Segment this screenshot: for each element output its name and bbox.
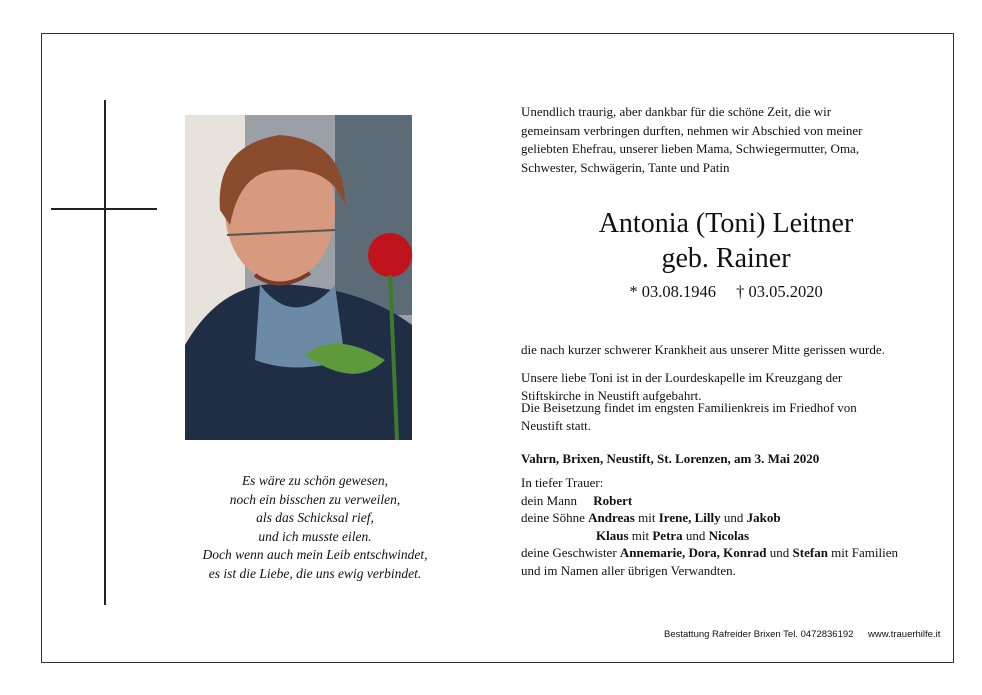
mit-text: mit (631, 527, 650, 543)
sibling-last: Stefan (792, 545, 828, 560)
mit-text: mit (638, 510, 656, 525)
siblings-names: Annemarie, Dora, Konrad (619, 545, 767, 560)
intro-line: Schwester, Schwägerin, Tante und Patin (521, 159, 730, 175)
poem-line: Doch wenn auch mein Leib entschwindet, (202, 547, 428, 562)
son1-name: Andreas (588, 510, 635, 525)
website-link[interactable]: www.trauerhilfe.it (868, 629, 941, 640)
poem-line: und ich musste eilen. (258, 528, 372, 544)
mourner-husband (521, 492, 941, 510)
son1-child: Jakob (746, 510, 781, 525)
und-text: und (685, 527, 706, 543)
death-date: † 03.05.2020 (736, 282, 823, 301)
burial-text (521, 399, 931, 435)
cause-text: die nach kurzer schwerer Krankheit aus unserer Mitte gerissen wurde. (521, 342, 885, 357)
maiden-name: geb. Rainer (661, 243, 791, 274)
und-text: und (723, 510, 744, 525)
mourner-others: und im Namen aller übrigen Verwandten. (521, 562, 736, 578)
deceased-block (521, 206, 931, 304)
birth-date: * 03.08.1946 (629, 282, 716, 301)
intro-text (521, 103, 921, 177)
undertaker-info: Bestattung Rafreider Brixen Tel. 0472836192 (664, 629, 854, 640)
mourner-son2 (521, 527, 941, 545)
son1-family: Irene, Lilly (658, 510, 721, 525)
husband-prefix: dein Mann (521, 492, 577, 508)
siblings-suffix: mit Familien (831, 545, 898, 560)
son2-name: Klaus (596, 527, 629, 543)
cross-horizontal (51, 208, 157, 210)
intro-line: geliebten Ehefrau, unserer lieben Mama, Schwiegermutter, Oma, (521, 141, 860, 156)
poem-line: als das Schicksal rief, (256, 510, 374, 525)
siblings-prefix: deine Geschwister (521, 545, 617, 560)
und-text: und (769, 545, 790, 560)
mourner-siblings (521, 544, 941, 562)
son2-family: Petra (652, 527, 683, 543)
place-date: Vahrn, Brixen, Neustift, St. Lorenzen, am 3. Mai 2020 (521, 451, 820, 466)
sons-prefix: deine Söhne (521, 510, 585, 525)
laid-out-line: Stiftskirche in Neustift aufgebahrt. (521, 388, 702, 403)
mourners-heading: In tiefer Trauer: (521, 475, 604, 490)
mourners-list (521, 474, 941, 579)
cross-vertical (104, 100, 106, 605)
deceased-name: Antonia (Toni) Leitner (598, 208, 854, 239)
son2-child: Nicolas (708, 527, 750, 543)
burial-line: Neustift statt. (521, 418, 592, 433)
intro-line: gemeinsam verbringen durften, nehmen wir Abschied von meiner (521, 122, 863, 138)
intro-line: Unendlich traurig, aber dankbar für die schöne Zeit, die wir (521, 104, 832, 119)
husband-name: Robert (593, 492, 633, 508)
poem (180, 472, 450, 583)
laid-out-line: Unsere liebe Toni ist in der Lourdeskapelle im Kreuzgang der (521, 370, 843, 385)
poem-line: es ist die Liebe, die uns ewig verbindet. (208, 565, 422, 581)
mourner-sons (521, 509, 941, 527)
burial-line: Die Beisetzung findet im engsten Familienkreis im Friedhof von (521, 400, 857, 415)
portrait-photo (185, 115, 412, 440)
poem-line: Es wäre zu schön gewesen, (241, 473, 389, 488)
poem-line: noch ein bisschen zu verweilen, (229, 491, 401, 507)
life-dates (521, 280, 931, 304)
